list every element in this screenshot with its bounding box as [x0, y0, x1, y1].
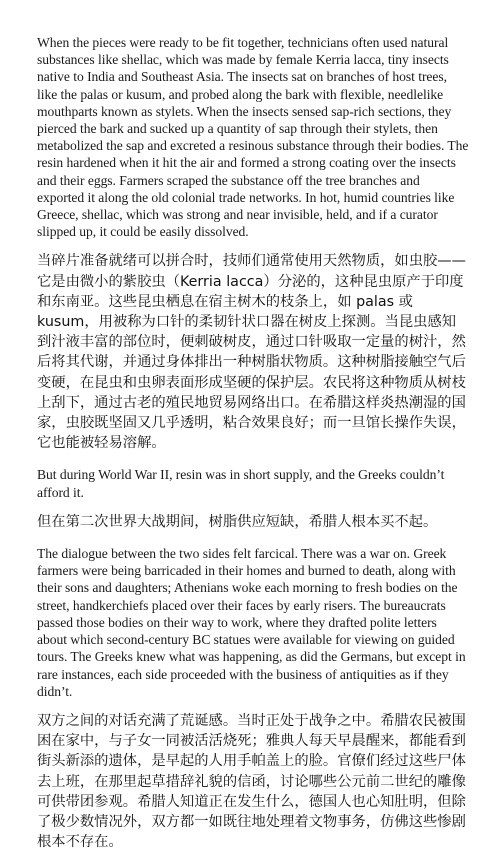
paragraph-chinese-dialogue: 双方之间的对话充满了荒诞感。当时正处于战争之中。希腊农民被围困在家中，与子女一同被活活烧死；雅典人每天早晨醒来，都能看到街头新添的遗体，是早起的人用手帕盖上的脸。官僚们经过这些尸体去上班，在那里起草措辞礼貌的信函，讨论哪些公元前二世纪的雕像可供带团参观。希腊人知道正在发生什么，德国人也心知肚明，但除了极少数情况外，双方都一如既往地处理着文物事务，仿佛这些惨剧根本不存在。	[37, 712, 466, 851]
paragraph-chinese-resin-shortage: 但在第二次世界大战期间，树脂供应短缺，希腊人根本买不起。	[37, 513, 438, 530]
paragraph-english-resin-shortage: But during World War II, resin was in short supply, and the Greeks couldn’t afford it.	[37, 467, 445, 500]
paragraph-chinese-shellac: 当碎片准备就绪可以拼合时，技师们通常使用天然物质，如虫胶——它是由微小的紫胶虫（Kerria lacca）分泌的，这种昆虫原产于印度和东南亚。这些昆虫栖息在宿主树木的枝条上，如 palas 或 kusum，用被称为口针的柔韧针状口器在树皮上探测。当昆虫感知到汁液丰富的部位时，便刺破树皮，通过口针吸取一定量的树汁，然后将其代谢，并通过身体排出一种树脂状物质。这种树脂接触空气后变硬，在昆虫和虫卵表面形成坚硬的保护层。农民将这种物质从树枝上刮下，通过古老的殖民地贸易网络出口。在希腊这样炎热潮湿的国家，虫胶既坚固又几乎透明，粘合效果良好；而一旦馆长操作失误，它也能被轻易溶解。	[37, 253, 466, 452]
document-page	[37, 34, 469, 864]
paragraph-english-dialogue: The dialogue between the two sides felt farcical. There was a war on. Greek farmers were being barricaded in their homes and burned to death, along with their sons and daughters; Athenians woke each morning to fresh bodies on the street, handkerchiefs placed over their faces by early risers. The bureaucrats passed those bodies on their way to work, where they drafted polite letters about which second-century BC statues were available for viewing on guided tours. The Greeks knew what was happening, as did the Germans, but except in rare instances, each side proceeded with the business of antiquities as if they didn’t.	[37, 546, 466, 699]
paragraph-english-shellac: When the pieces were ready to be fit together, technicians often used natural substances like shellac, which was made by female Kerria lacca, tiny insects native to India and Southeast Asia. The insects sat on branches of host trees, like the palas or kusum, and probed along the bark with flexible, needlelike mouthparts known as stylets. When the insects sensed sap-rich sections, they pierced the bark and sucked up a quantity of sap through their stylets, then metabolized the sap and excreted a resinous substance through their bodies. The resin hardened when it hit the air and formed a strong coating over the insects and their eggs. Farmers scraped the substance off the tree branches and exported it along the old colonial trade networks. In hot, humid countries like Greece, shellac, which was strong and near invisible, held, and if a curator slipped up, it could be easily dissolved.	[37, 35, 469, 240]
